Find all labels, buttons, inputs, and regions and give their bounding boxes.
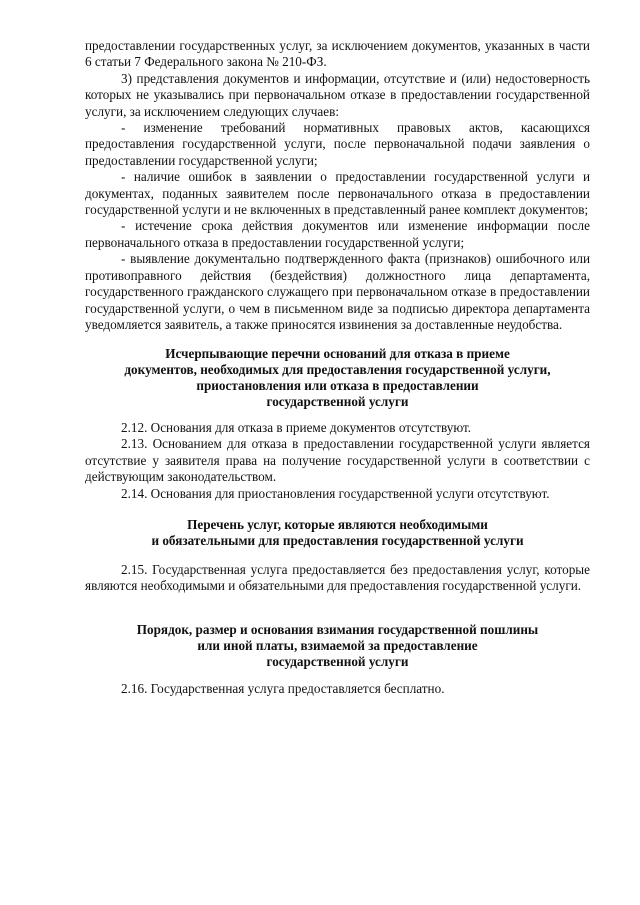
- heading-line: государственной услуги: [266, 394, 409, 409]
- heading-line: Перечень услуг, которые являются необходимыми: [187, 517, 488, 532]
- heading-line: и обязательными для предоставления государственной услуги: [151, 533, 524, 548]
- heading-line: или иной платы, взимаемой за предоставление: [197, 638, 478, 653]
- paragraph-continuation: предоставлении государственных услуг, за исключением документов, указанных в части 6 статьи 7 Федерального закона № 210-ФЗ.: [85, 38, 590, 70]
- paragraph-bullet-errors: - наличие ошибок в заявлении о предоставлении государственной услуги и документах, поданных заявителем после первоначального отказа в предоставлении государственной услуги и не включенных в представленный ранее комплект документов;: [85, 169, 590, 218]
- paragraph-2-13: 2.13. Основанием для отказа в предоставлении государственной услуги является отсутствие у заявителя права на получение государственной услуги в соответствии с действующим законодательством.: [85, 436, 590, 485]
- paragraph-group-services: [85, 562, 590, 595]
- section-heading-required-services: [85, 517, 590, 549]
- paragraph-bullet-violation: - выявление документально подтвержденного факта (признаков) ошибочного или противоправного действия (бездействия) должностного лица департамента, государственного гражданского служащего при первоначальном отказе в предоставлении государственной услуги, о чем в письменном виде за подписью директора департамента уведомляется заявитель, а также приносятся извинения за доставленные неудобства.: [85, 251, 590, 332]
- paragraph-group-fee: [85, 681, 590, 697]
- paragraph-bullet-requirements-change: - изменение требований нормативных правовых актов, касающихся предоставления государственной услуги, после первоначальной подачи заявления о предоставлении государственной услуги;: [85, 120, 590, 168]
- paragraph-group-refusal: [85, 420, 590, 502]
- paragraph-bullet-expiration: - истечение срока действия документов или изменение информации после первоначального отказа в предоставлении государственной услуги;: [85, 218, 590, 250]
- section-heading-fee: [85, 622, 590, 670]
- heading-line: Порядок, размер и основания взимания государственной пошлины: [136, 622, 539, 637]
- paragraph-2-15: 2.15. Государственная услуга предоставляется без предоставления услуг, которые являются необходимыми и обязательными для предоставления государственной услуги.: [85, 562, 590, 594]
- heading-line: государственной услуги: [266, 654, 409, 669]
- heading-line: Исчерпывающие перечни оснований для отказа в приеме: [165, 346, 510, 361]
- paragraph-2-12: 2.12. Основания для отказа в приеме документов отсутствуют.: [121, 420, 472, 435]
- paragraph-item-3: 3) представления документов и информации, отсутствие и (или) недостоверность которых не указывались при первоначальном отказе в предоставлении государственной услуги, за исключением следующих случаев:: [85, 70, 590, 119]
- section-heading-refusal-grounds: [85, 346, 590, 410]
- paragraph-group-exceptions: [85, 38, 590, 333]
- paragraph-2-14: 2.14. Основания для приостановления государственной услуги отсутствуют.: [121, 485, 550, 501]
- heading-line: документов, необходимых для предоставления государственной услуги,: [124, 362, 551, 377]
- heading-line: приостановления или отказа в предоставлении: [196, 378, 479, 393]
- paragraph-2-16: 2.16. Государственная услуга предоставляется бесплатно.: [121, 681, 445, 696]
